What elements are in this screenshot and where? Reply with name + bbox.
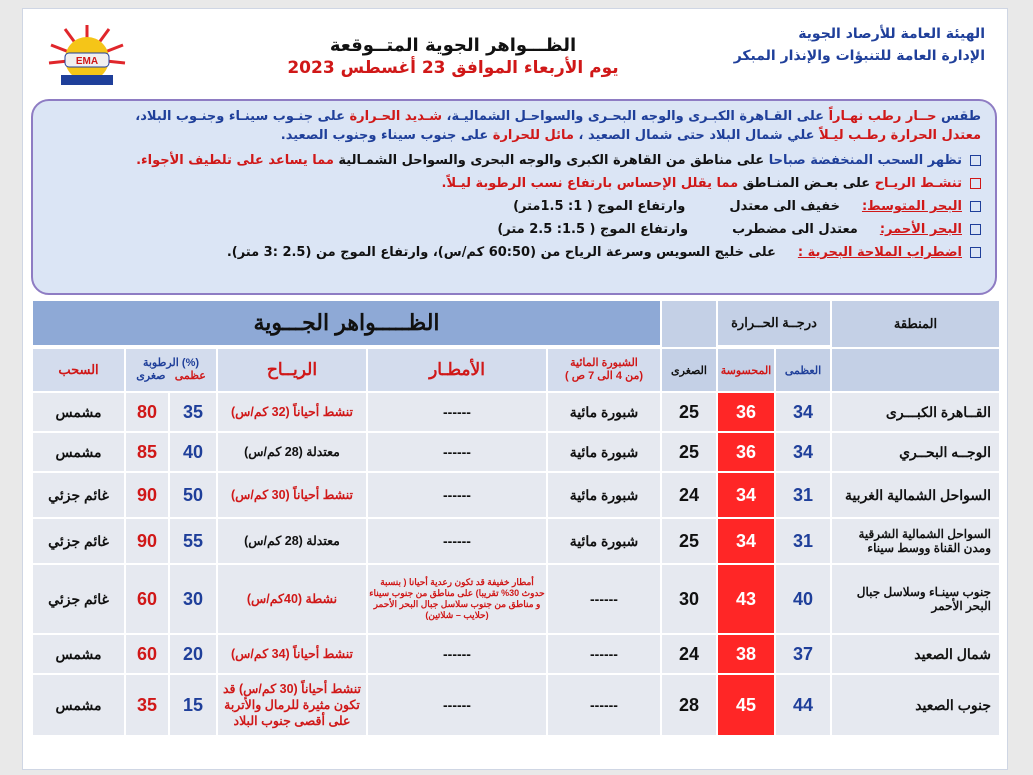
tmin-cell: 28	[661, 674, 717, 736]
rain-cell: أمطار خفيفة قد تكون رعدية أحيانا ( بنسبة حدوث 30% تقريبا) على مناطق من جنوب سيناء و مناطق من جنوب سلاسل جبال البحر الأحمر (حلايب – شلاتين)	[367, 564, 547, 634]
table-header-columns	[32, 348, 1000, 392]
humidity-max-cell: 60	[125, 564, 169, 634]
humidity-min-cell: 55	[169, 518, 217, 564]
humidity-min-cell: 30	[169, 564, 217, 634]
summary-text: على جنـوب سينـاء وجنـوب البلاد،	[135, 109, 350, 124]
tmax-cell: 44	[775, 674, 831, 736]
tmax-header: العظمى	[775, 348, 831, 392]
checkbox-icon	[970, 155, 981, 166]
bullet-clouds	[47, 153, 981, 168]
wind-cell: تنشط أحياناً (30 كم/س) قد تكون مثيرة للرمال والأتربة على أقصى جنوب البلاد	[217, 674, 367, 736]
org-name: الهيئة العامة للأرصاد الجوية	[798, 26, 985, 42]
summary-text: علي شمال البلاد حتى شمال الصعيد ،	[573, 128, 820, 143]
fog-cell: شبورة مائية	[547, 432, 661, 472]
summary-text: على القـاهرة الكبـرى والوجه البحـرى والسواحـل الشماليـة،	[442, 109, 829, 124]
cloud-cell: مشمس	[32, 392, 125, 432]
fog-cell: شبورة مائية	[547, 472, 661, 518]
wind-cell: معتدلة (28 كم/س)	[217, 518, 367, 564]
sea-state: معتدل الى مضطرب	[732, 222, 858, 237]
wind-cell: معتدلة (28 كم/س)	[217, 432, 367, 472]
rain-cell: ------	[367, 518, 547, 564]
humidity-max-cell: 90	[125, 472, 169, 518]
feel-cell: 34	[717, 518, 775, 564]
fog-header: الشبورة المائية	[570, 357, 638, 369]
forecast-sheet	[22, 8, 1008, 770]
forecast-date: يوم الأربعاء الموافق 23 أغسطس 2023	[287, 58, 619, 78]
fog-cell: ------	[547, 674, 661, 736]
fog-time: ( من 4 الى 7 ص)	[564, 370, 644, 382]
bullet-red-sea	[47, 222, 981, 237]
feel-cell: 36	[717, 392, 775, 432]
humidity-min-cell: 40	[169, 432, 217, 472]
humidity-min-label: صغرى	[136, 370, 166, 382]
region-cell: جنوب سينـاء وسلاسل جبال البحر الأحمر	[831, 564, 1000, 634]
sea-name: البحر المتوسط:	[861, 199, 962, 214]
bullet-text: على بعـض المنـاطق	[738, 176, 875, 191]
fog-cell: ------	[547, 564, 661, 634]
checkbox-icon	[970, 247, 981, 258]
wave-height: وارتفاع الموج ( 1: 1.5متر)	[513, 199, 686, 214]
region-cell: جنوب الصعيد	[831, 674, 1000, 736]
navigation-text: على خليج السويس وسرعة الرياح من (60:50 كم/س)، وارتفاع الموج من (2.5 :3 متر).	[226, 245, 776, 260]
humidity-min-cell: 15	[169, 674, 217, 736]
checkbox-icon	[970, 178, 981, 189]
tmax-cell: 34	[775, 432, 831, 472]
humidity-min-cell: 35	[169, 392, 217, 432]
feel-cell: 43	[717, 564, 775, 634]
forecast-summary	[31, 99, 997, 295]
table-row	[32, 432, 1000, 472]
rain-cell: ------	[367, 392, 547, 432]
tmax-cell: 37	[775, 634, 831, 674]
bullet-text: على مناطق من القاهرة الكبرى والوجه البحرى والسواحل الشمـالية	[333, 153, 769, 168]
feel-cell: 36	[717, 432, 775, 472]
tmin-cell: 30	[661, 564, 717, 634]
cloud-cell: مشمس	[32, 674, 125, 736]
region-header: المنطقة	[831, 300, 1000, 348]
bullet-mediterranean	[47, 199, 981, 214]
tmin-header: الصغرى	[661, 348, 717, 392]
summary-paragraph	[47, 107, 981, 126]
bullet-winds	[47, 176, 981, 191]
wind-cell: تنشط أحياناً (34 كم/س)	[217, 634, 367, 674]
checkbox-icon	[970, 201, 981, 212]
summary-highlight: شـديد الحـرارة	[349, 109, 443, 124]
summary-paragraph	[47, 126, 981, 145]
summary-highlight: معتدل الحرارة رطـب ليـلاً	[819, 128, 981, 143]
organization	[734, 23, 985, 67]
rain-cell: ------	[367, 432, 547, 472]
cloud-cell: غائم جزئي	[32, 472, 125, 518]
table-row	[32, 472, 1000, 518]
page-title: الظـــواهر الجوية المتــوقعة	[329, 35, 577, 56]
feel-cell: 34	[717, 472, 775, 518]
rain-cell: ------	[367, 472, 547, 518]
cloud-cell: مشمس	[32, 432, 125, 472]
wind-cell: تنشط أحياناً (30 كم/س)	[217, 472, 367, 518]
cloud-cell: غائم جزئي	[32, 518, 125, 564]
humidity-max-cell: 90	[125, 518, 169, 564]
wave-height: وارتفاع الموج ( 1.5: 2.5 متر)	[497, 222, 689, 237]
sea-name: البحر الأحمر:	[879, 222, 962, 237]
feel-header: المحسوسة	[717, 348, 775, 392]
forecast-table	[31, 299, 1001, 737]
table-row	[32, 634, 1000, 674]
checkbox-icon	[970, 224, 981, 235]
tmin-cell: 25	[661, 392, 717, 432]
fog-cell: ------	[547, 634, 661, 674]
summary-highlight: حــار رطب نهـاراً	[828, 109, 937, 124]
bullet-highlight: مما يقلل الإحساس بارتفاع نسب الرطوبة ليـلاً.	[441, 176, 739, 191]
table-row	[32, 518, 1000, 564]
rain-header: الأمطـار	[367, 348, 547, 392]
region-cell: القــاهرة الكبـــرى	[831, 392, 1000, 432]
feel-cell: 38	[717, 634, 775, 674]
humidity-max-cell: 85	[125, 432, 169, 472]
rain-cell: ------	[367, 634, 547, 674]
cloud-cell: مشمس	[32, 634, 125, 674]
title-block	[243, 35, 663, 78]
table-row	[32, 392, 1000, 432]
fog-cell: شبورة مائية	[547, 518, 661, 564]
humidity-min-cell: 20	[169, 634, 217, 674]
clouds-header: السحب	[32, 348, 125, 392]
sea-state: خفيف الى معتدل	[729, 199, 840, 214]
region-cell: السواحل الشمالية الشرقية ومدن القناة ووسط سيناء	[831, 518, 1000, 564]
bullet-navigation	[47, 245, 981, 260]
tmax-cell: 31	[775, 472, 831, 518]
bullet-text: تظهر السحب المنخفضة صباحا	[768, 153, 962, 168]
tmax-cell: 40	[775, 564, 831, 634]
humidity-min-cell: 50	[169, 472, 217, 518]
region-cell: شمال الصعيد	[831, 634, 1000, 674]
bullet-highlight: مما يساعد على تلطيف الأجواء.	[136, 153, 334, 168]
humidity-header: الرطوبة (%)	[142, 357, 200, 369]
svg-text:EMA: EMA	[75, 56, 99, 67]
rain-cell: ------	[367, 674, 547, 736]
humidity-max-label: عظمى	[174, 370, 206, 382]
wind-cell: نشطة (40كم/س)	[217, 564, 367, 634]
region-cell: الوجــه البحــري	[831, 432, 1000, 472]
header	[23, 9, 1007, 101]
wind-cell: تنشط أحياناً (32 كم/س)	[217, 392, 367, 432]
bullet-highlight: تنشـط الريـاح	[874, 176, 962, 191]
region-cell: السواحل الشمالية الغربية	[831, 472, 1000, 518]
table-header-top	[32, 300, 1000, 346]
temperature-header: درجــة الحــرارة	[717, 300, 831, 346]
tmin-cell: 24	[661, 472, 717, 518]
table-row	[32, 674, 1000, 736]
summary-text: على جنوب سيناء وجنوب الصعيد.	[280, 128, 493, 143]
cloud-cell: غائم جزئي	[32, 564, 125, 634]
phenomena-header: الظـــــواهر الجـــوية	[32, 300, 661, 346]
tmax-cell: 34	[775, 392, 831, 432]
humidity-max-cell: 35	[125, 674, 169, 736]
table-row	[32, 564, 1000, 634]
tmax-cell: 31	[775, 518, 831, 564]
humidity-max-cell: 60	[125, 634, 169, 674]
fog-cell: شبورة مائية	[547, 392, 661, 432]
summary-highlight: مائل للحرارة	[492, 128, 574, 143]
winds-header: الريــاح	[217, 348, 367, 392]
tmin-cell: 25	[661, 518, 717, 564]
feel-cell: 45	[717, 674, 775, 736]
humidity-max-cell: 80	[125, 392, 169, 432]
navigation-label: اضطراب الملاحة البحرية :	[797, 245, 962, 260]
summary-text: طقس	[936, 109, 981, 124]
tmin-cell: 25	[661, 432, 717, 472]
ema-logo-icon	[47, 23, 127, 89]
org-department: الإدارة العامة للتنبؤات والإنذار المبكر	[733, 48, 985, 64]
tmin-cell: 24	[661, 634, 717, 674]
